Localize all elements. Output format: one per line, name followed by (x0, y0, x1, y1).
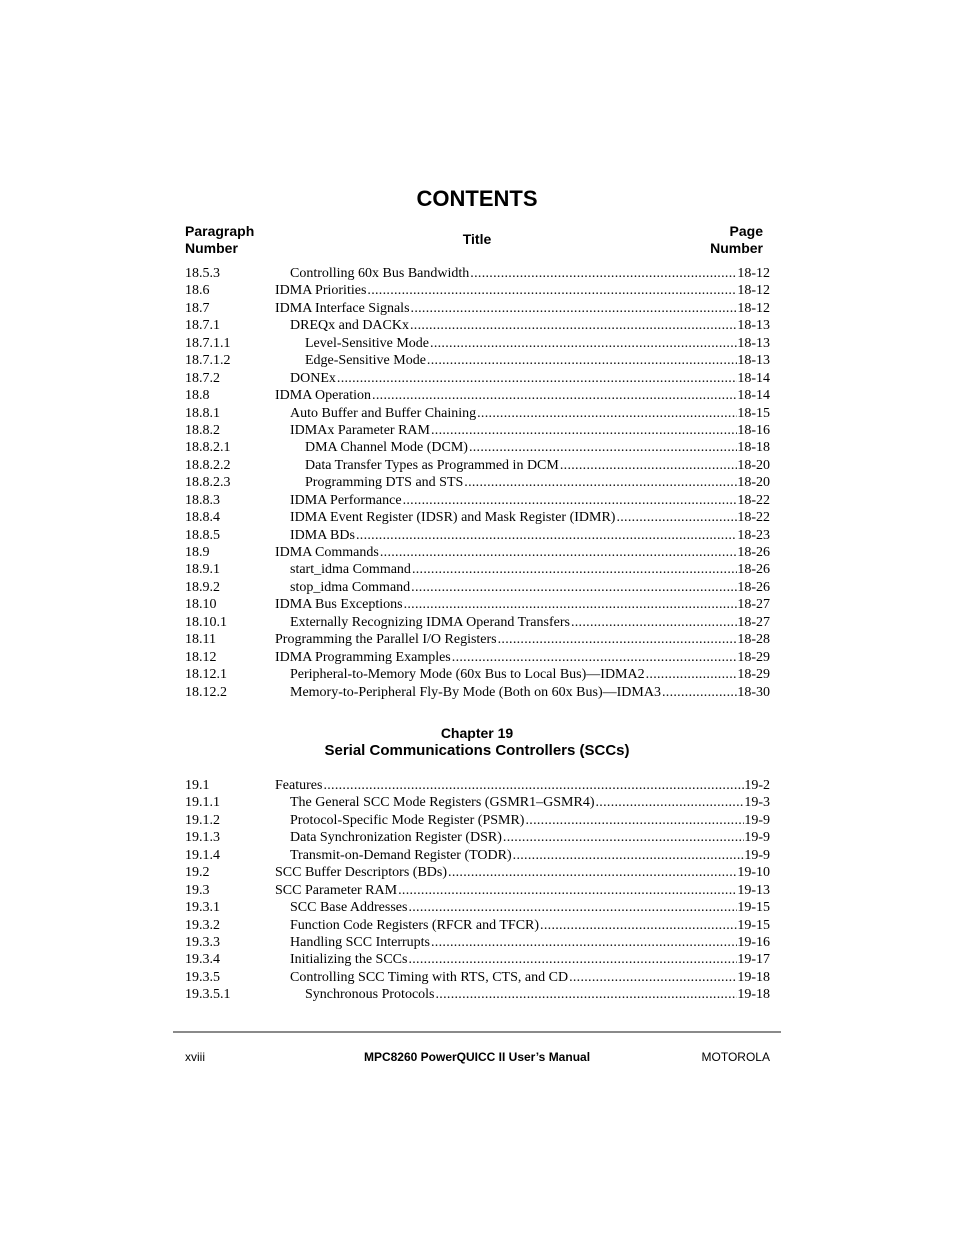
toc-entry-title: Synchronous Protocols (305, 987, 435, 1003)
toc-entry-page: 18-13 (737, 318, 770, 334)
toc-entry-line (275, 282, 770, 299)
toc-entry-title: Data Transfer Types as Programmed in DCM (305, 457, 559, 473)
toc-entry-line (275, 300, 770, 317)
toc-entry-number: 19.1.3 (185, 830, 220, 846)
toc-entry-number: 18.8.2 (185, 422, 220, 438)
dot-leader (646, 666, 738, 683)
toc-entry-title: Protocol-Specific Mode Register (PSMR) (290, 812, 525, 828)
toc-entry-line (290, 561, 770, 578)
dot-leader (427, 352, 737, 369)
header-page-number-label: Number (710, 240, 763, 256)
toc-entry-title: Initializing the SCCs (290, 952, 408, 968)
toc-entry-title: Handling SCC Interrupts (290, 934, 430, 950)
toc-entry-page: 18-28 (737, 632, 770, 648)
toc-entry-title: Level-Sensitive Mode (305, 335, 430, 351)
toc-entry-line (275, 544, 770, 561)
toc-entry-line (275, 631, 770, 648)
toc-entry-line (275, 649, 770, 666)
toc-entry-page: 18-20 (737, 457, 770, 473)
dot-leader (470, 265, 737, 282)
toc-entry-number: 18.11 (185, 632, 216, 648)
toc-entry-line (290, 527, 770, 544)
toc-entry-line (290, 666, 770, 683)
footer-publisher: MOTOROLA (701, 1050, 770, 1064)
dot-leader (367, 282, 737, 299)
toc-entry-title: IDMA Priorities (275, 283, 367, 299)
toc-entry-page: 19-18 (737, 987, 770, 1003)
toc-entry-number: 18.9.2 (185, 579, 220, 595)
toc-section-19 (185, 777, 770, 1004)
toc-entry-line (290, 917, 770, 934)
toc-entry-title: IDMA Performance (290, 492, 402, 508)
toc-entry-number: 18.8.2.2 (185, 457, 231, 473)
dot-leader (477, 405, 737, 422)
toc-entry-page: 19-18 (737, 969, 770, 985)
toc-entry-title: Features (275, 778, 323, 793)
toc-entry-title: Function Code Registers (RFCR and TFCR) (290, 917, 540, 933)
toc-entry-page: 18-29 (737, 667, 770, 683)
toc-entry-title: DMA Channel Mode (DCM) (305, 440, 468, 456)
toc-entry[interactable] (185, 561, 770, 578)
toc-entry-line (290, 969, 770, 986)
toc-entry-title: IDMA Event Register (IDSR) and Mask Register (IDMR) (290, 510, 616, 526)
toc-entry-number: 19.3.1 (185, 900, 220, 916)
toc-entry-page: 18-12 (737, 266, 770, 281)
toc-entry-number: 19.1.2 (185, 812, 220, 828)
toc-entry-title: SCC Base Addresses (290, 900, 408, 916)
toc-entry[interactable] (185, 544, 770, 561)
toc-entry-title: Programming DTS and STS (305, 475, 464, 491)
toc-entry-line (305, 474, 770, 491)
toc-entry[interactable] (185, 370, 770, 387)
toc-entry[interactable] (185, 777, 770, 794)
toc-entry-page: 18-14 (737, 388, 770, 404)
toc-entry-page: 18-26 (737, 545, 770, 560)
dot-leader (398, 882, 737, 899)
toc-entry-title: DONEx (290, 370, 336, 386)
dot-leader (412, 561, 737, 578)
toc-entry-number: 19.3.3 (185, 934, 220, 950)
toc-entry-number: 18.8.2.3 (185, 475, 231, 491)
toc-entry-page: 18-30 (737, 684, 770, 700)
toc-entry-page: 19-10 (737, 865, 770, 881)
toc-entry-line (290, 492, 770, 509)
toc-entry[interactable] (185, 579, 770, 596)
dot-leader (337, 370, 737, 387)
toc-entry[interactable] (185, 352, 770, 369)
toc-entry[interactable] (185, 649, 770, 666)
toc-entry-page: 19-13 (737, 882, 770, 898)
toc-entry-line (290, 579, 770, 596)
toc-entry-number: 18.8.1 (185, 405, 220, 421)
toc-entry-line (290, 829, 770, 846)
toc-entry[interactable] (185, 614, 770, 631)
toc-entry-title: SCC Buffer Descriptors (BDs) (275, 865, 448, 881)
dot-leader (403, 492, 738, 509)
toc-entry-number: 19.3.5.1 (185, 987, 231, 1003)
toc-entry[interactable] (185, 812, 770, 829)
header-paragraph-label: Paragraph (185, 223, 255, 239)
toc-entry-number: 19.1.4 (185, 847, 220, 863)
toc-entry-title: IDMA Operation (275, 388, 372, 404)
toc-entry[interactable] (185, 934, 770, 951)
toc-entry-page: 18-22 (737, 510, 770, 526)
toc-entry-line (290, 509, 770, 526)
toc-entry-title: Programming the Parallel I/O Registers (275, 632, 497, 648)
toc-entry-number: 18.8.5 (185, 527, 220, 543)
toc-entry[interactable] (185, 422, 770, 439)
toc-entry-page: 18-14 (737, 370, 770, 386)
header-paragraph-number-label: Number (185, 240, 238, 256)
toc-entry-line (290, 794, 770, 811)
dot-leader (498, 631, 738, 648)
toc-entry-number: 18.7.1.2 (185, 353, 231, 369)
toc-entry-line (290, 405, 770, 422)
toc-entry-line (305, 457, 770, 474)
toc-entry-line (290, 899, 770, 916)
dot-leader (430, 335, 737, 352)
toc-entry-line (305, 986, 770, 1003)
toc-entry-title: Controlling SCC Timing with RTS, CTS, and CD (290, 969, 569, 985)
dot-leader (323, 777, 744, 794)
toc-entry-line (275, 777, 770, 794)
dot-leader (404, 596, 738, 613)
toc-entry-title: Data Synchronization Register (DSR) (290, 830, 502, 846)
toc-entry-page: 18-23 (737, 527, 770, 543)
dot-leader (356, 527, 737, 544)
toc-entry-page: 18-13 (737, 353, 770, 369)
toc-entry-page: 18-27 (737, 614, 770, 630)
toc-entry[interactable] (185, 666, 770, 683)
toc-entry-number: 18.12 (185, 649, 217, 665)
toc-entry-line (305, 439, 770, 456)
dot-leader (569, 969, 737, 986)
toc-entry[interactable] (185, 282, 770, 299)
toc-entry[interactable] (185, 969, 770, 986)
toc-entry-line (290, 370, 770, 387)
toc-entry-title: Externally Recognizing IDMA Operand Transfers (290, 614, 570, 630)
footer-manual-title: MPC8260 PowerQUICC II User’s Manual (363, 1050, 591, 1064)
dot-leader (452, 649, 738, 666)
toc-entry-number: 19.3.5 (185, 969, 220, 985)
dot-leader (408, 899, 737, 916)
toc-entry-title: DREQx and DACKx (290, 318, 409, 334)
toc-entry-page: 19-9 (744, 830, 770, 846)
toc-entry-line (305, 352, 770, 369)
footer-page-number: xviii (185, 1050, 205, 1064)
toc-entry-number: 18.8.4 (185, 510, 220, 526)
toc-entry[interactable] (185, 684, 770, 701)
toc-entry-line (275, 596, 770, 613)
dot-leader (596, 794, 745, 811)
toc-entry-title: SCC Parameter RAM (275, 882, 398, 898)
dot-leader (525, 812, 744, 829)
toc-entry-number: 18.10.1 (185, 614, 227, 630)
dot-leader (408, 951, 737, 968)
toc-entry-title: IDMA Programming Examples (275, 649, 451, 665)
chapter-heading-title: Serial Communications Controllers (SCCs) (324, 742, 630, 759)
dot-leader (464, 474, 737, 491)
toc-entry-line (305, 335, 770, 352)
toc-entry-number: 19.3 (185, 882, 210, 898)
toc-entry-page: 18-29 (737, 649, 770, 665)
toc-entry-page: 18-20 (737, 475, 770, 491)
dot-leader (372, 387, 737, 404)
toc-entry-line (290, 951, 770, 968)
toc-entry-title: IDMA BDs (290, 527, 355, 543)
toc-entry-line (290, 614, 770, 631)
toc-entry-line (290, 317, 770, 334)
chapter-heading-label: Chapter 19 (440, 725, 514, 741)
toc-entry[interactable] (185, 951, 770, 968)
toc-entry-title: Memory-to-Peripheral Fly-By Mode (Both on 60x Bus)—IDMA3 (290, 684, 661, 700)
toc-entry-number: 18.7.1 (185, 318, 220, 334)
dot-leader (431, 422, 737, 439)
toc-entry-number: 19.3.4 (185, 952, 220, 968)
toc-entry-page: 18-26 (737, 562, 770, 578)
dot-leader (380, 544, 737, 561)
toc-entry-page: 19-2 (744, 778, 770, 793)
toc-entry-page: 19-15 (737, 917, 770, 933)
page-title: CONTENTS (416, 186, 538, 211)
toc-entry-title: IDMAx Parameter RAM (290, 422, 430, 438)
toc-entry-page: 19-17 (737, 952, 770, 968)
toc-entry[interactable] (185, 509, 770, 526)
dot-leader (540, 917, 737, 934)
toc-entry[interactable] (185, 882, 770, 899)
toc-entry-title: IDMA Commands (275, 545, 379, 560)
footer-rule (173, 1031, 781, 1033)
toc-entry-line (290, 265, 770, 282)
toc-entry-number: 18.7.1.1 (185, 335, 231, 351)
toc-entry-title: Peripheral-to-Memory Mode (60x Bus to Local Bus)—IDMA2 (290, 667, 645, 683)
toc-entry-line (290, 934, 770, 951)
toc-entry-line (275, 387, 770, 404)
toc-entry-number: 18.7 (185, 300, 210, 316)
toc-entry[interactable] (185, 439, 770, 456)
toc-entry-number: 19.1 (185, 778, 210, 793)
toc-entry-page: 18-13 (737, 335, 770, 351)
toc-entry[interactable] (185, 492, 770, 509)
toc-entry[interactable] (185, 847, 770, 864)
toc-entry-number: 19.1.1 (185, 795, 220, 811)
toc-entry-page: 18-18 (737, 440, 770, 456)
toc-entry-line (275, 864, 770, 881)
toc-entry[interactable] (185, 457, 770, 474)
toc-entry-number: 19.2 (185, 865, 210, 881)
dot-leader (513, 847, 745, 864)
toc-entry-number: 18.7.2 (185, 370, 220, 386)
toc-entry[interactable] (185, 474, 770, 491)
toc-section-18 (185, 265, 770, 701)
toc-entry[interactable] (185, 387, 770, 404)
toc-entry-number: 18.8.2.1 (185, 440, 231, 456)
toc-entry-title: Transmit-on-Demand Register (TODR) (290, 847, 512, 863)
toc-entry[interactable] (185, 864, 770, 881)
toc-entry-number: 18.8 (185, 388, 210, 404)
toc-entry[interactable] (185, 917, 770, 934)
toc-entry-page: 18-12 (737, 283, 770, 299)
toc-entry-line (290, 684, 770, 701)
toc-entry-page: 18-22 (737, 492, 770, 508)
toc-entry[interactable] (185, 596, 770, 613)
toc-entry-page: 19-3 (744, 795, 770, 811)
dot-leader (431, 934, 737, 951)
column-header-title: Title (462, 231, 492, 247)
toc-entry[interactable] (185, 317, 770, 334)
toc-entry[interactable] (185, 899, 770, 916)
toc-entry-number: 18.9.1 (185, 562, 220, 578)
toc-entry-title: IDMA Interface Signals (275, 300, 410, 316)
dot-leader (616, 509, 737, 526)
toc-entry-title: IDMA Bus Exceptions (275, 597, 403, 613)
dot-leader (411, 300, 738, 317)
toc-entry-title: start_idma Command (290, 562, 411, 578)
toc-entry-title: Controlling 60x Bus Bandwidth (290, 266, 470, 281)
toc-entry-number: 18.10 (185, 597, 217, 613)
dot-leader (571, 614, 737, 631)
toc-entry-page: 18-15 (737, 405, 770, 421)
toc-entry-page: 19-16 (737, 934, 770, 950)
toc-entry-line (290, 422, 770, 439)
dot-leader (469, 439, 737, 456)
dot-leader (448, 864, 737, 881)
toc-entry-title: Edge-Sensitive Mode (305, 353, 426, 369)
toc-entry[interactable] (185, 527, 770, 544)
toc-entry-title: The General SCC Mode Registers (GSMR1–GSMR4) (290, 795, 595, 811)
toc-entry[interactable] (185, 986, 770, 1003)
dot-leader (411, 579, 737, 596)
toc-entry[interactable] (185, 405, 770, 422)
toc-entry-page: 19-15 (737, 900, 770, 916)
toc-entry-title: Auto Buffer and Buffer Chaining (290, 405, 477, 421)
toc-entry-page: 18-26 (737, 579, 770, 595)
toc-entry-line (290, 847, 770, 864)
dot-leader (662, 684, 737, 701)
header-page-label: Page (729, 223, 763, 239)
toc-entry[interactable] (185, 300, 770, 317)
dot-leader (410, 317, 737, 334)
toc-entry-number: 18.9 (185, 545, 210, 560)
toc-entry-page: 18-16 (737, 422, 770, 438)
toc-entry-number: 18.6 (185, 283, 210, 299)
toc-entry[interactable] (185, 631, 770, 648)
toc-entry-page: 18-27 (737, 597, 770, 613)
toc-entry-number: 18.5.3 (185, 266, 220, 281)
toc-entry[interactable] (185, 265, 770, 282)
toc-entry-page: 19-9 (744, 812, 770, 828)
toc-entry-line (290, 812, 770, 829)
dot-leader (503, 829, 744, 846)
column-header-page (710, 223, 763, 257)
toc-entry-number: 18.12.2 (185, 684, 227, 700)
toc-entry-number: 18.12.1 (185, 667, 227, 683)
dot-leader (560, 457, 737, 474)
toc-entry-page: 19-9 (744, 847, 770, 863)
toc-entry-number: 18.8.3 (185, 492, 220, 508)
toc-entry-title: stop_idma Command (290, 579, 411, 595)
toc-entry[interactable] (185, 335, 770, 352)
toc-entry-page: 18-12 (737, 300, 770, 316)
dot-leader (436, 986, 738, 1003)
toc-entry[interactable] (185, 829, 770, 846)
toc-entry-line (275, 882, 770, 899)
toc-entry-number: 19.3.2 (185, 917, 220, 933)
toc-entry[interactable] (185, 794, 770, 811)
